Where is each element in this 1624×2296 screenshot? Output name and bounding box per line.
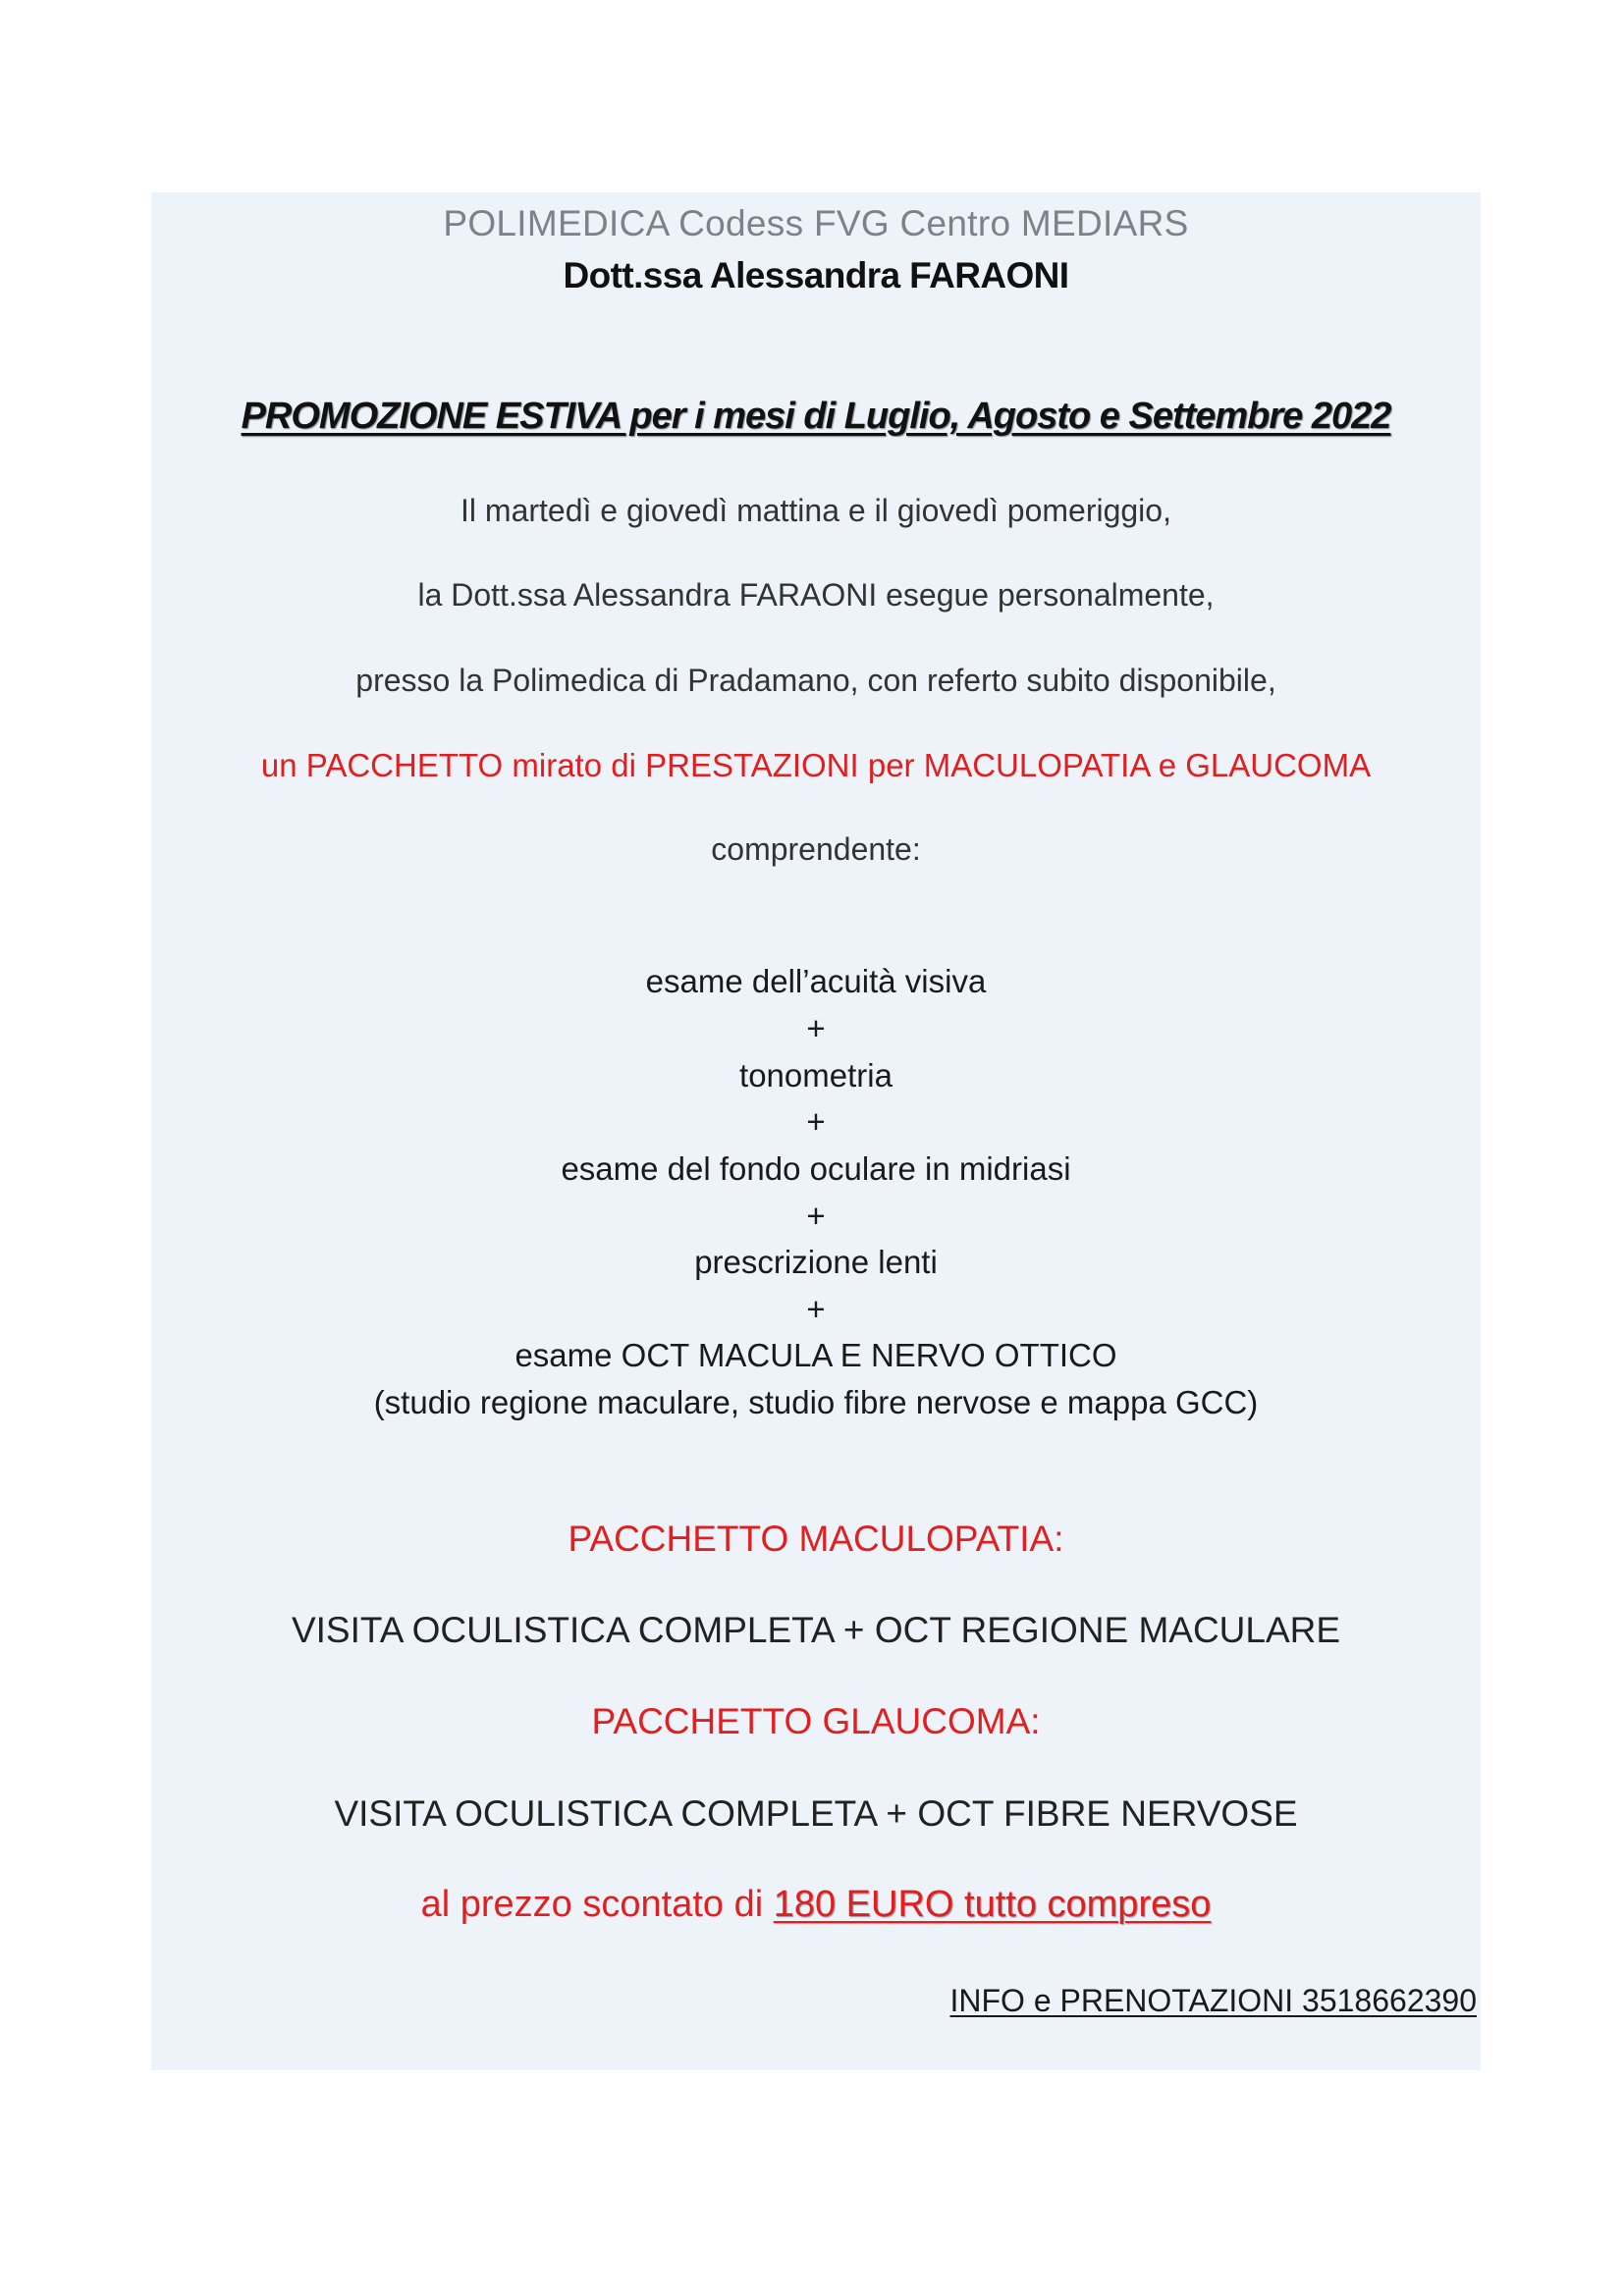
promotion-title: PROMOZIONE ESTIVA per i mesi di Luglio, Agosto e Settembre 2022 <box>241 396 1391 437</box>
exam-item-lens-prescription: prescrizione lenti <box>694 1244 938 1280</box>
package-glaucoma-description: VISITA OCULISTICA COMPLETA + OCT FIBRE NERVOSE <box>334 1793 1298 1834</box>
plus-separator: + <box>806 1198 826 1234</box>
package-glaucoma-title: PACCHETTO GLAUCOMA: <box>591 1701 1041 1741</box>
exam-item-fundus: esame del fondo oculare in midriasi <box>561 1150 1071 1187</box>
plus-separator: + <box>806 1103 826 1140</box>
exam-item-visual-acuity: esame dell’acuità visiva <box>645 963 987 999</box>
plus-separator: + <box>806 1010 826 1046</box>
doctor-name: Dott.ssa Alessandra FARAONI <box>563 255 1069 295</box>
price-line <box>151 1886 1481 1923</box>
package-maculopathy-description: VISITA OCULISTICA COMPLETA + OCT REGIONE MACULARE <box>291 1610 1341 1650</box>
price-amount: 180 EURO tutto compreso <box>773 1884 1212 1925</box>
flyer-panel <box>151 192 1481 2070</box>
exam-item-tonometry: tonometria <box>739 1057 893 1094</box>
exam-oct-note: (studio regione maculare, studio fibre nervose e mappa GCC) <box>373 1384 1259 1420</box>
intro-line-including: comprendente: <box>711 831 921 867</box>
intro-line-schedule: Il martedì e giovedì mattina e il giovedì pomeriggio, <box>460 493 1171 528</box>
intro-line-location: presso la Polimedica di Pradamano, con referto subito disponibile, <box>355 663 1276 698</box>
organization-name: POLIMEDICA Codess FVG Centro MEDIARS <box>443 203 1189 243</box>
exam-item-oct: esame OCT MACULA E NERVO OTTICO <box>514 1337 1117 1373</box>
plus-separator: + <box>806 1291 826 1327</box>
intro-line-package: un PACCHETTO mirato di PRESTAZIONI per MACULOPATIA e GLAUCOMA <box>260 747 1372 783</box>
intro-line-doctor: la Dott.ssa Alessandra FARAONI esegue personalmente, <box>417 577 1215 613</box>
package-maculopathy-title: PACCHETTO MACULOPATIA: <box>568 1519 1064 1559</box>
price-prefix: al prezzo scontato di <box>420 1884 774 1925</box>
booking-contact: INFO e PRENOTAZIONI 3518662390 <box>949 1983 1477 2018</box>
